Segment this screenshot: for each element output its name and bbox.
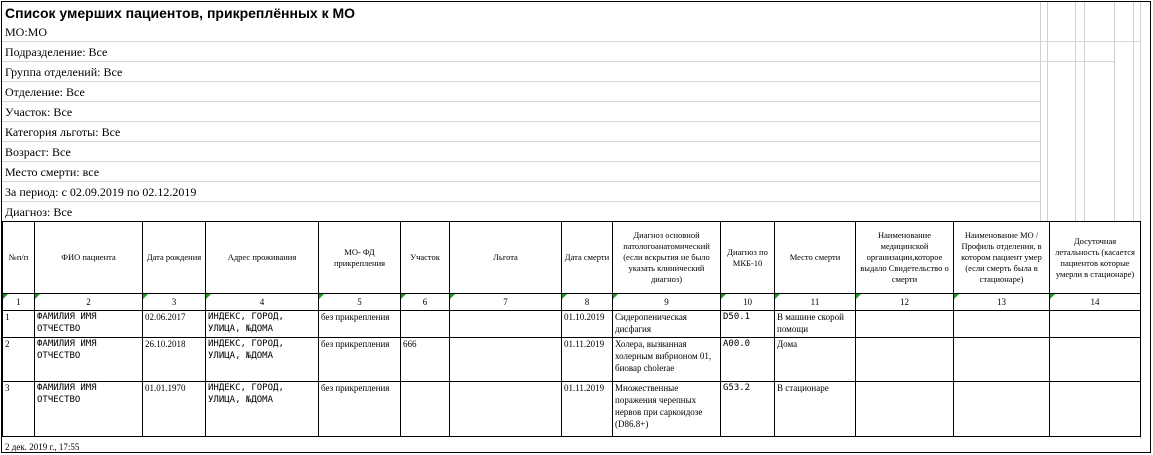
table-cell: ИНДЕКС, ГОРОД, УЛИЦА, №ДОМА bbox=[206, 382, 319, 437]
column-number-label: 13 bbox=[997, 297, 1006, 307]
table-row bbox=[3, 338, 1141, 382]
column-header: Диагноз основной патологоанатомический (если вскрытия не было указать клинический диагноз) bbox=[613, 222, 721, 294]
table-cell: В стационаре bbox=[775, 382, 856, 437]
column-header: ФИО пациента bbox=[35, 222, 143, 294]
table-cell bbox=[856, 338, 954, 382]
cell-marker-icon bbox=[3, 294, 8, 299]
table-cell: 01.11.2019 bbox=[562, 382, 613, 437]
table-cell bbox=[401, 311, 450, 338]
column-header: Дата рождения bbox=[143, 222, 206, 294]
table-cell bbox=[1050, 311, 1141, 338]
column-number bbox=[401, 294, 450, 311]
column-number bbox=[35, 294, 143, 311]
filter-line: Возраст: Все bbox=[2, 142, 1040, 162]
filter-line: Отделение: Все bbox=[2, 82, 1040, 102]
table-header-row bbox=[3, 222, 1141, 294]
table-cell: 01.11.2019 bbox=[562, 338, 613, 382]
table-cell: 666 bbox=[401, 338, 450, 382]
column-number-label: 9 bbox=[664, 297, 669, 307]
table-cell bbox=[450, 338, 562, 382]
table-cell: В машине скорой помощи bbox=[775, 311, 856, 338]
report-sheet bbox=[1, 1, 1151, 453]
table-cell: G53.2 bbox=[721, 382, 775, 437]
column-number-label: 10 bbox=[743, 297, 752, 307]
table-cell: ФАМИЛИЯ ИМЯ ОТЧЕСТВО bbox=[35, 338, 143, 382]
column-number bbox=[562, 294, 613, 311]
column-number bbox=[206, 294, 319, 311]
table-cell: Холера, вызванная холерным вибрионом 01, биовар cholerae bbox=[613, 338, 721, 382]
cell-marker-icon bbox=[775, 294, 780, 299]
column-header: Диагноз по МКБ-10 bbox=[721, 222, 775, 294]
column-number-label: 2 bbox=[86, 297, 91, 307]
column-number-label: 8 bbox=[584, 297, 590, 307]
cell-marker-icon bbox=[721, 294, 726, 299]
patients-table bbox=[2, 221, 1141, 437]
column-number-label: 7 bbox=[503, 297, 508, 307]
column-number-label: 4 bbox=[259, 297, 265, 307]
table-cell: 1 bbox=[3, 311, 35, 338]
column-number-label: 11 bbox=[810, 297, 820, 307]
column-number bbox=[450, 294, 562, 311]
table-cell: Сидеропеническая дисфагия bbox=[613, 311, 721, 338]
table-row bbox=[3, 311, 1141, 338]
column-header: Льгота bbox=[450, 222, 562, 294]
column-number bbox=[721, 294, 775, 311]
filter-line: Группа отделений: Все bbox=[2, 62, 1040, 82]
table-cell bbox=[856, 382, 954, 437]
cell-marker-icon bbox=[35, 294, 40, 299]
table-row bbox=[3, 382, 1141, 437]
column-number-label: 1 bbox=[16, 297, 21, 307]
table-cell: D50.1 bbox=[721, 311, 775, 338]
cell-marker-icon bbox=[1050, 294, 1055, 299]
table-cell: ИНДЕКС, ГОРОД, УЛИЦА, №ДОМА bbox=[206, 311, 319, 338]
table-cell bbox=[954, 338, 1050, 382]
table-cell bbox=[954, 311, 1050, 338]
table-cell: Множественные поражения черепных нервов при саркоидозе (D86.8+) bbox=[613, 382, 721, 437]
table-cell bbox=[856, 311, 954, 338]
table-cell: ФАМИЛИЯ ИМЯ ОТЧЕСТВО bbox=[35, 382, 143, 437]
table-cell: 02.06.2017 bbox=[143, 311, 206, 338]
column-header: Адрес проживания bbox=[206, 222, 319, 294]
table-cell: 2 bbox=[3, 338, 35, 382]
filter-line: Подразделение: Все bbox=[2, 42, 1114, 62]
column-number bbox=[319, 294, 401, 311]
table-cell: ИНДЕКС, ГОРОД, УЛИЦА, №ДОМА bbox=[206, 338, 319, 382]
column-header: Дата смерти bbox=[562, 222, 613, 294]
column-number-label: 5 bbox=[357, 297, 362, 307]
cell-marker-icon bbox=[143, 294, 148, 299]
column-header: Наименование медицинской организации,которое выдало Свидетельство о смерти bbox=[856, 222, 954, 294]
filter-line: Диагноз: Все bbox=[2, 202, 1040, 222]
table-cell: без прикрепления bbox=[319, 311, 401, 338]
report-title: Список умерших пациентов, прикреплённых к МО bbox=[5, 5, 356, 21]
filter-line: Место смерти: все bbox=[2, 162, 1040, 182]
cell-marker-icon bbox=[613, 294, 618, 299]
column-header: №п/п bbox=[3, 222, 35, 294]
column-number-label: 12 bbox=[900, 297, 909, 307]
column-number-label: 6 bbox=[422, 297, 428, 307]
table-cell: ФАМИЛИЯ ИМЯ ОТЧЕСТВО bbox=[35, 311, 143, 338]
column-number-label: 3 bbox=[171, 297, 177, 307]
table-cell bbox=[954, 382, 1050, 437]
cell-marker-icon bbox=[319, 294, 324, 299]
table-cell: без прикрепления bbox=[319, 382, 401, 437]
column-number bbox=[775, 294, 856, 311]
filter-line: Участок: Все bbox=[2, 102, 1040, 122]
column-number bbox=[1050, 294, 1141, 311]
cell-marker-icon bbox=[562, 294, 567, 299]
table-cell bbox=[1050, 338, 1141, 382]
column-number bbox=[856, 294, 954, 311]
column-number bbox=[143, 294, 206, 311]
table-cell bbox=[450, 311, 562, 338]
table-cell bbox=[401, 382, 450, 437]
table-cell: 3 bbox=[3, 382, 35, 437]
column-header: Место смерти bbox=[775, 222, 856, 294]
print-timestamp: 2 дек. 2019 г., 17:55 bbox=[5, 442, 80, 452]
column-header: Участок bbox=[401, 222, 450, 294]
column-header: МО- ФД прикрепления bbox=[319, 222, 401, 294]
filter-line: МО:МО bbox=[2, 22, 1140, 42]
column-number-label: 14 bbox=[1090, 297, 1100, 307]
table-cell: 26.10.2018 bbox=[143, 338, 206, 382]
cell-marker-icon bbox=[954, 294, 959, 299]
column-number bbox=[613, 294, 721, 311]
filter-line: За период: с 02.09.2019 по 02.12.2019 bbox=[2, 182, 1040, 202]
cell-marker-icon bbox=[401, 294, 406, 299]
column-number bbox=[3, 294, 35, 311]
table-cell: без прикрепления bbox=[319, 338, 401, 382]
column-number bbox=[954, 294, 1050, 311]
table-cell: A00.0 bbox=[721, 338, 775, 382]
cell-marker-icon bbox=[206, 294, 211, 299]
cell-marker-icon bbox=[856, 294, 861, 299]
table-cell: 01.10.2019 bbox=[562, 311, 613, 338]
column-header: Досуточная летальность (касается пациентов которые умерли в стационаре) bbox=[1050, 222, 1141, 294]
filter-line: Категория льготы: Все bbox=[2, 122, 1040, 142]
table-cell bbox=[1050, 382, 1141, 437]
table-cell: 01.01.1970 bbox=[143, 382, 206, 437]
cell-marker-icon bbox=[450, 294, 455, 299]
column-number-row bbox=[3, 294, 1141, 311]
table-cell bbox=[450, 382, 562, 437]
table-cell: Дома bbox=[775, 338, 856, 382]
column-header: Наименование МО / Профиль отделения, в котором пациент умер (если смерть была в стационаре) bbox=[954, 222, 1050, 294]
